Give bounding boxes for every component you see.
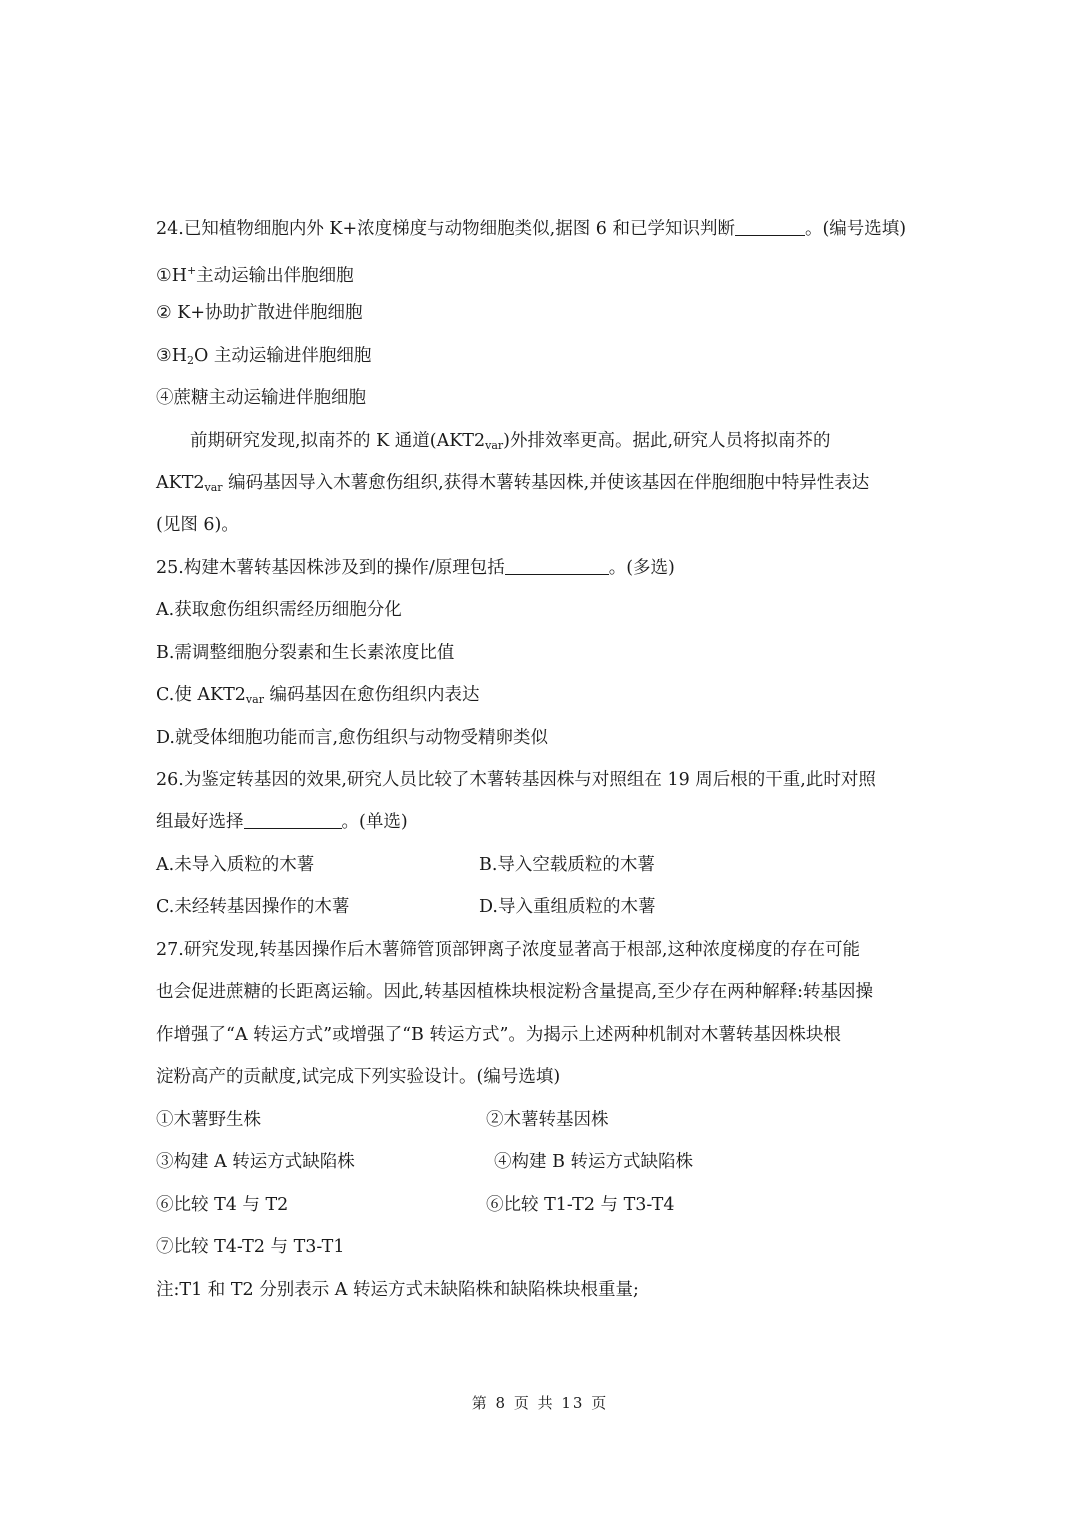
intro-line-2 [156, 471, 936, 500]
q24-option-1-prefix: ①H [156, 265, 187, 286]
q25-option-d: D.就受体细胞功能而言,愈伤组织与动物受精卵类似 [156, 728, 549, 748]
q27-line-1: 27.研究发现,转基因操作后木薯筛管顶部钾离子浓度显著高于根部,这种浓度梯度的存在可能 [156, 940, 860, 960]
q25-option-c-a: C.使 AKT2 [156, 685, 246, 705]
q24-option-3-prefix: ③H [156, 346, 187, 366]
q27-options-row-3 [156, 1193, 936, 1217]
q26-stem-line-2 [156, 810, 936, 834]
q24-stem-text: 24.已知植物细胞内外 K+浓度梯度与动物细胞类似,据图 6 和已学知识判断 [156, 219, 735, 239]
intro-line-1-b: )外排效率更高。据此,研究人员将拟南芥的 [503, 431, 831, 451]
q26-option-a: A.未导入质粒的木薯 [156, 855, 315, 875]
q27-option-5: ⑥比较 T4 与 T2 [156, 1195, 289, 1215]
intro-line-1 [190, 429, 970, 458]
q26-stem-line-2-a: 组最好选择 [156, 812, 244, 832]
answer-blank[interactable] [735, 217, 805, 236]
q26-options-row-2 [156, 895, 936, 919]
q26-stem-line-1: 26.为鉴定转基因的效果,研究人员比较了木薯转基因株与对照组在 19 周后根的干重,此时对照 [156, 770, 876, 790]
answer-blank[interactable] [244, 810, 342, 829]
intro-line-3: (见图 6)。 [156, 515, 239, 535]
q25-stem [156, 556, 936, 580]
q27-option-6: ⑥比较 T1-T2 与 T3-T4 [486, 1195, 675, 1215]
q25-option-a: A.获取愈伤组织需经历细胞分化 [156, 600, 402, 620]
q27-option-1: ①木薯野生株 [156, 1110, 261, 1130]
q24-option-4: ④蔗糖主动运输进伴胞细胞 [156, 388, 366, 408]
q25-stem-text: 25.构建木薯转基因株涉及到的操作/原理包括 [156, 558, 505, 578]
q26-options-row-1 [156, 853, 936, 877]
intro-line-1-a: 前期研究发现,拟南芥的 K 通道(AKT2 [190, 431, 486, 451]
q26-option-c: C.未经转基因操作的木薯 [156, 897, 350, 917]
q27-options-row-1 [156, 1108, 936, 1132]
intro-line-2-sub: var [204, 481, 223, 494]
q24-option-2: ② K+协助扩散进伴胞细胞 [156, 303, 363, 323]
intro-line-2-b: 编码基因导入木薯愈伤组织,获得木薯转基因株,并使该基因在伴胞细胞中特异性表达 [222, 473, 870, 493]
q24-option-1-text: 主动运输出伴胞细胞 [196, 265, 354, 286]
q27-option-7: ⑦比较 T4-T2 与 T3-T1 [156, 1237, 345, 1257]
q24-option-3-sub: 2 [186, 354, 194, 367]
q27-line-4: 淀粉高产的贡献度,试完成下列实验设计。(编号选填) [156, 1067, 561, 1087]
q27-option-4: ④构建 B 转运方式缺陷株 [494, 1152, 693, 1172]
q24-option-3 [156, 344, 936, 373]
q27-option-3: ③构建 A 转运方式缺陷株 [156, 1152, 355, 1172]
q25-stem-tail: 。(多选) [608, 558, 675, 578]
q24-stem-tail: 。(编号选填) [804, 219, 907, 239]
q25-option-c-sub: var [245, 693, 264, 706]
intro-line-2-a: AKT2 [156, 473, 205, 493]
q24-stem [156, 217, 936, 241]
q27-note: 注:T1 和 T2 分别表示 A 转运方式未缺陷株和缺陷株块根重量; [156, 1280, 639, 1300]
q24-option-1 [156, 259, 936, 288]
q27-options-row-2 [156, 1150, 936, 1174]
q26-stem-line-2-b: 。(单选) [341, 812, 408, 832]
q25-option-b: B.需调整细胞分裂素和生长素浓度比值 [156, 643, 455, 663]
q27-option-2: ②木薯转基因株 [486, 1110, 609, 1130]
q24-option-3-text: O 主动运输进伴胞细胞 [193, 346, 372, 366]
q26-option-d: D.导入重组质粒的木薯 [479, 897, 656, 917]
intro-line-1-sub: var [485, 439, 504, 452]
q24-option-1-sup: + [186, 264, 197, 277]
q25-option-c-b: 编码基因在愈伤组织内表达 [263, 685, 480, 705]
q25-option-c [156, 683, 936, 712]
q27-line-3: 作增强了“A 转运方式”或增强了“B 转运方式”。为揭示上述两种机制对木薯转基因株块根 [156, 1025, 841, 1045]
answer-blank[interactable] [505, 556, 609, 575]
q26-option-b: B.导入空载质粒的木薯 [479, 855, 655, 875]
q27-line-2: 也会促进蔗糖的长距离运输。因此,转基因植株块根淀粉含量提高,至少存在两种解释:转基因操 [156, 982, 874, 1002]
page-number: 第 8 页 共 13 页 [471, 1394, 609, 1412]
